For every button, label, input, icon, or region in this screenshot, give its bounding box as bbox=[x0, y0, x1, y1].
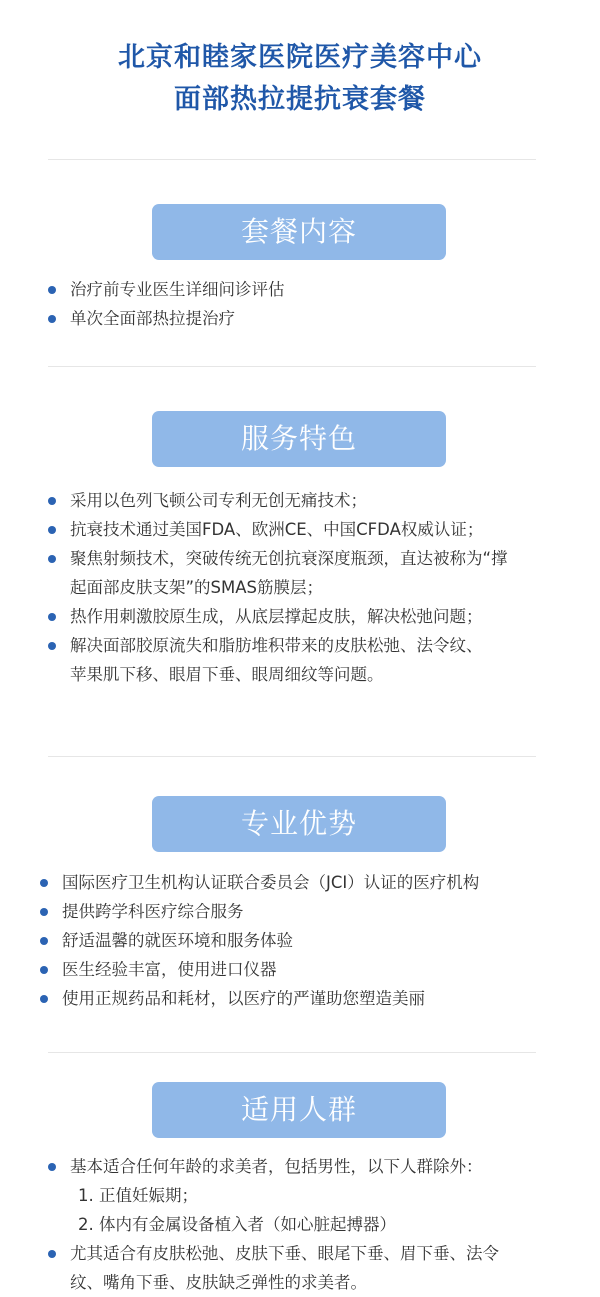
list-item: 治疗前专业医生详细问诊评估 bbox=[48, 275, 285, 304]
list-item: 采用以色列飞顿公司专利无创无痛技术； bbox=[48, 486, 508, 515]
list-item: 提供跨学科医疗综合服务 bbox=[40, 897, 479, 926]
list-item: 使用正规药品和耗材，以医疗的严谨助您塑造美丽 bbox=[40, 984, 479, 1013]
list-item-continuation: 纹、嘴角下垂、皮肤缺乏弹性的求美者。 bbox=[70, 1273, 367, 1292]
list-item: 抗衰技术通过美国FDA、欧洲CE、中国CFDA权威认证； bbox=[48, 515, 508, 544]
list-item: 尤其适合有皮肤松弛、皮肤下垂、眼尾下垂、眉下垂、法令 bbox=[48, 1239, 499, 1268]
list-item: 解决面部胶原流失和脂肪堆积带来的皮肤松弛、法令纹、 bbox=[48, 631, 508, 660]
list-item: 国际医疗卫生机构认证联合委员会（JCI）认证的医疗机构 bbox=[40, 868, 479, 897]
section-heading-professional-advantages: 专业优势 bbox=[152, 796, 446, 852]
list-item: 聚焦射频技术，突破传统无创抗衰深度瓶颈，直达被称为“撑 bbox=[48, 544, 508, 573]
divider bbox=[48, 756, 536, 757]
section-heading-target-groups: 适用人群 bbox=[152, 1082, 446, 1138]
target-groups-list bbox=[48, 1152, 499, 1297]
list-item: 单次全面部热拉提治疗 bbox=[48, 304, 285, 333]
section-heading-service-features: 服务特色 bbox=[152, 411, 446, 467]
list-item: 基本适合任何年龄的求美者，包括男性，以下人群除外： bbox=[48, 1152, 499, 1181]
list-item: 热作用刺激胶原生成，从底层撑起皮肤，解决松弛问题； bbox=[48, 602, 508, 631]
service-features-list bbox=[48, 486, 508, 689]
divider bbox=[48, 366, 536, 367]
professional-advantages-list bbox=[40, 868, 479, 1013]
numbered-item: 2. 体内有金属设备植入者（如心脏起搏器） bbox=[78, 1215, 396, 1234]
page-title: 北京和睦家医院医疗美容中心 bbox=[118, 42, 482, 73]
section-heading-package-content: 套餐内容 bbox=[152, 204, 446, 260]
divider bbox=[48, 1052, 536, 1053]
divider bbox=[48, 159, 536, 160]
list-item-continuation: 苹果肌下移、眼眉下垂、眼周细纹等问题。 bbox=[70, 665, 384, 684]
package-content-list bbox=[48, 275, 285, 333]
numbered-item: 1. 正值妊娠期； bbox=[78, 1186, 198, 1205]
list-item-continuation: 起面部皮肤支架”的SMAS筋膜层； bbox=[70, 578, 324, 597]
page-subtitle: 面部热拉提抗衰套餐 bbox=[174, 84, 426, 115]
list-item: 舒适温馨的就医环境和服务体验 bbox=[40, 926, 479, 955]
list-item: 医生经验丰富，使用进口仪器 bbox=[40, 955, 479, 984]
